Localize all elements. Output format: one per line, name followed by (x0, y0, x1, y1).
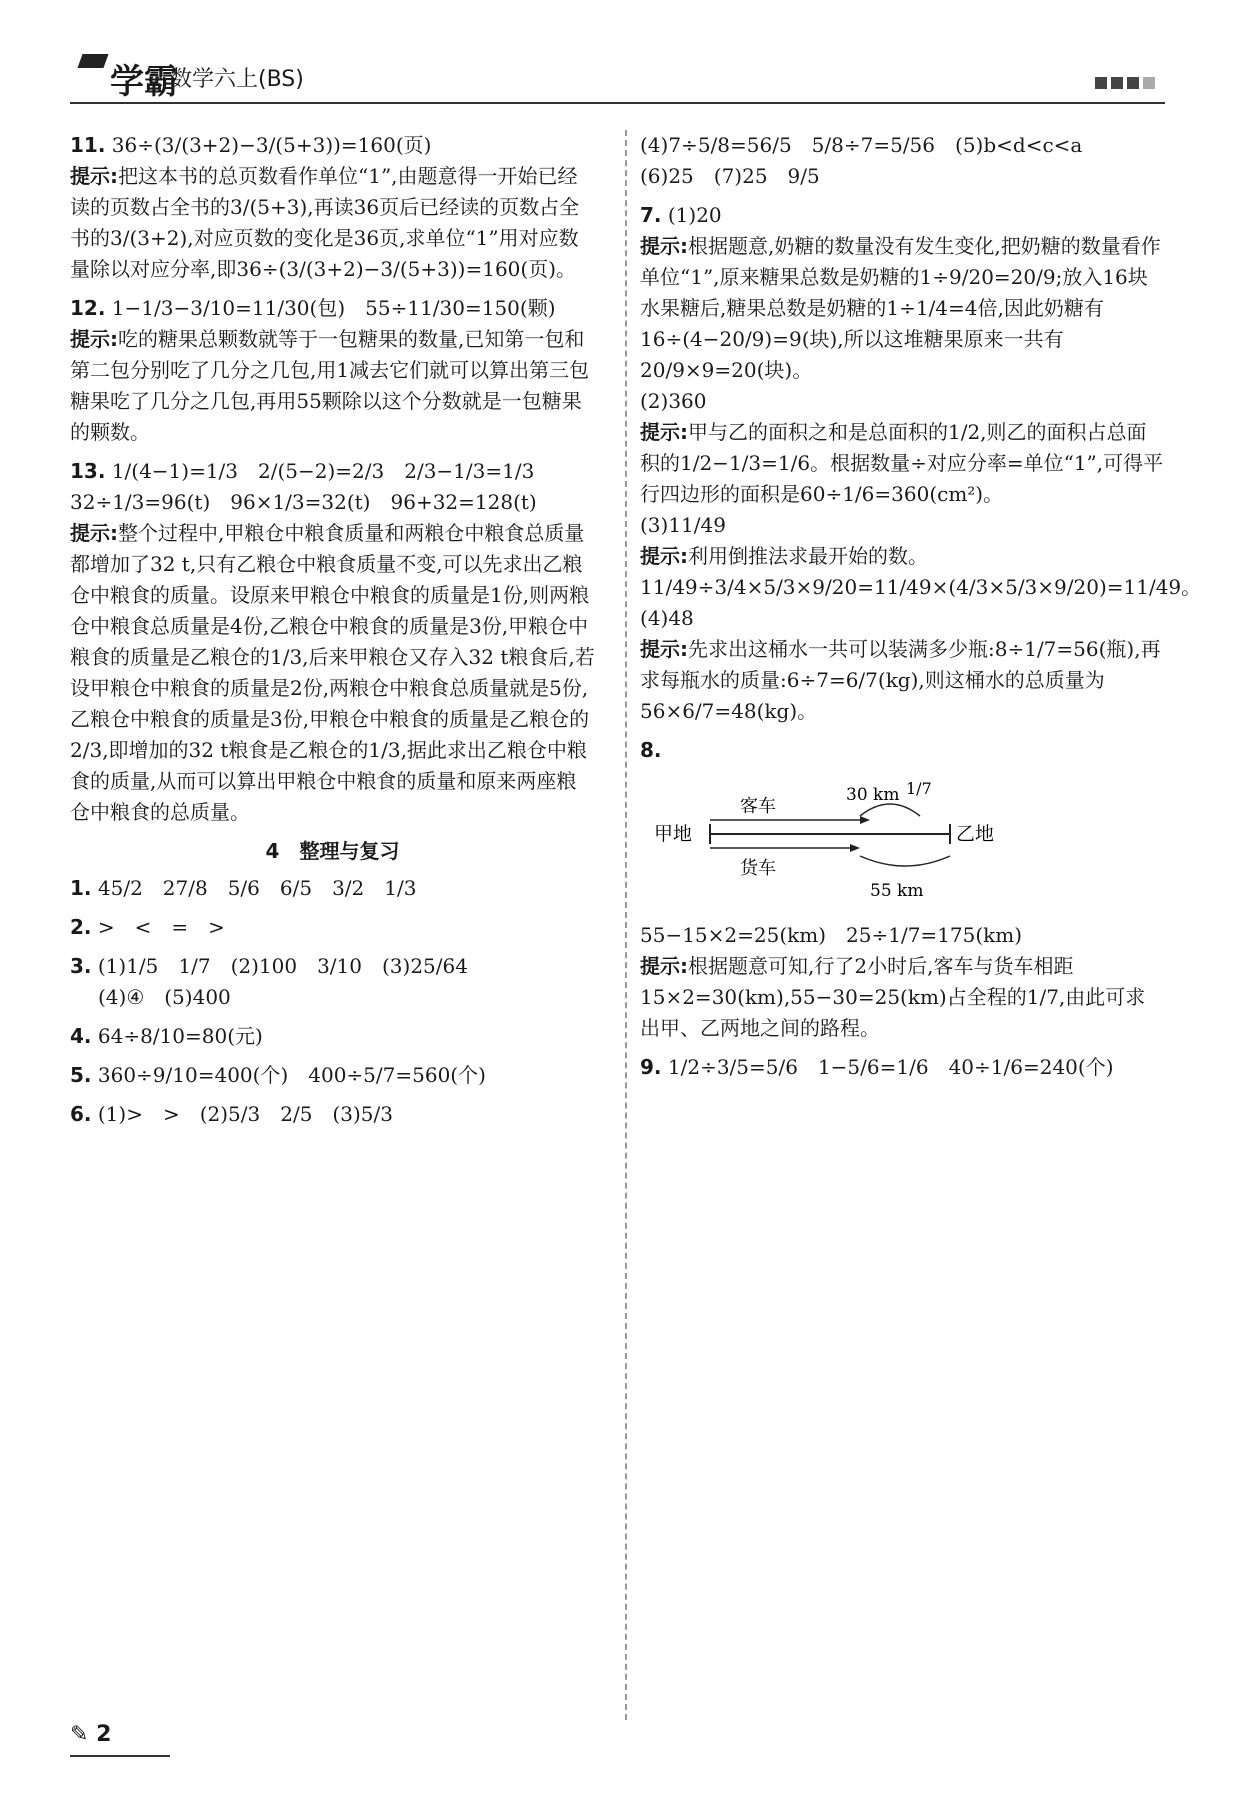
answer: (1)> > (2)5/3 2/5 (3)5/3 (97, 1102, 393, 1126)
question-7: 7. (1)20 提示:根据题意,奶糖的数量没有发生变化,把奶糖的数量看作单位“1”,原来糖果总数是奶糖的1÷9/20=20/9;放入16块水果糖后,糖果总数是奶糖的1÷1/4=4倍,因此奶糖有16÷(4−20/9)=9(块),所以这堆糖果原来一共有20/9×9=20(块)。 (2)360 提示:甲与乙的面积之和是总面积的1/2,则乙的面积占总面积的1/2−1/3=1/6。根据数量÷对应分率=单位“1”,可得平行四边形的面积是60÷1/6=360(cm²)。 (3)11/49 提示:利用倒推法求最开始的数。11/49÷3/4×5/3×9/20=11/49×(4/3×5/3×9/20)=11/49。 (4)48 提示:先求出这桶水一共可以装满多少瓶:8÷1/7=56(瓶),再求每瓶水的质量:6÷7=6/7(kg),则这桶水的总质量为56×6/7=48(kg)。 (640, 203, 1202, 723)
end-label: 乙地 (956, 823, 995, 845)
hint-label: 提示: (640, 544, 688, 568)
top-distance: 30 km (846, 785, 900, 805)
answer: 360÷9/10=400(个) 400÷5/7=560(个) (97, 1063, 486, 1087)
review-question-3: 3. (1)1/5 1/7 (2)100 3/10 (3)25/64 (4)④ (5)400 (70, 951, 595, 1013)
answer: 36÷(3/(3+2)−3/(5+3))=160(页) (111, 133, 432, 157)
line-segment-diagram (650, 772, 1130, 912)
page-header (70, 50, 1165, 104)
answer: 45/2 27/8 5/6 6/5 3/2 1/3 (97, 876, 417, 900)
hint-label: 提示: (640, 954, 688, 978)
bottom-brace (860, 856, 950, 866)
left-column (70, 130, 595, 1138)
hint-label: 提示: (70, 164, 118, 188)
top-fraction: 1/7 (906, 779, 932, 798)
square-icon (1095, 77, 1107, 89)
review-question-2: 2. > < = > (70, 915, 225, 939)
answer: (3)11/49 (640, 513, 726, 537)
question-8: 8. 甲地 乙地 客车 货车 30 km 1/7 55 km 55−15×2=25(km) 25÷1/7=175(km) 提示:根据题意可知,行了2小时后,客车与货车相距15×2=30(km),55−30=25(km)占全程的1/7,由此可求出甲、乙两地之间的路程。 (640, 735, 1165, 1044)
page-number: ✎ 2 (70, 1722, 112, 1747)
square-icon (1111, 77, 1123, 89)
hint-label: 提示: (640, 420, 688, 444)
review-question-6: 6. (1)> > (2)5/3 2/5 (3)5/3 (70, 1102, 393, 1126)
right-column (640, 130, 1202, 1091)
hint-text: 把这本书的总页数看作单位“1”,由题意得一开始已经读的页数占全书的3/(5+3),再读36页后已经读的页数占全书的3/(3+2),对应页数的变化是36页,求单位“1”用对应数量除以对应分率,即36÷(3/(3+2)−3/(5+3))=160(页)。 (70, 164, 580, 281)
answer: 1/(4−1)=1/3 2/(5−2)=2/3 2/3−1/3=1/3 (111, 459, 535, 483)
hint-text: 整个过程中,甲粮仓中粮食质量和两粮仓中粮食总质量都增加了32 t,只有乙粮仓中粮食质量不变,可以先求出乙粮仓中粮食的质量。设原来甲粮仓中粮食的质量是1份,则两粮仓中粮食总质量是4份,乙粮仓中粮食的质量是3份,甲粮仓中粮食的质量是乙粮仓的1/3,后来甲粮仓又存入32 t粮食后,若设甲粮仓中粮食的质量是2份,两粮仓中粮食总质量就是5份,乙粮仓中粮食的质量是3份,甲粮仓中粮食的质量是乙粮仓的2/3,即增加的32 t粮食是乙粮仓的1/3,据此求出乙粮仓中粮食的质量,从而可以算出甲粮仓中粮食的质量和原来两座粮仓中粮食的总质量。 (70, 521, 595, 824)
top-brace (860, 804, 920, 816)
answer: > < = > (97, 915, 225, 939)
footer-line (70, 1755, 170, 1757)
bottom-distance: 55 km (870, 881, 924, 901)
book-title: 数学六上(BS) (170, 67, 304, 92)
section-title: 4 整理与复习 (265, 839, 400, 863)
answer: (1)20 (667, 203, 722, 227)
answer: (1)1/5 1/7 (2)100 3/10 (3)25/64 (97, 954, 468, 978)
hint-text: 先求出这桶水一共可以装满多少瓶:8÷1/7=56(瓶),再求每瓶水的质量:6÷7=6/7(kg),则这桶水的总质量为56×6/7=48(kg)。 (640, 637, 1161, 723)
square-icon (1127, 77, 1139, 89)
answer: (6)25 (7)25 9/5 (640, 164, 820, 188)
question-9: 9. 1/2÷3/5=5/6 1−5/6=1/6 40÷1/6=240(个) (640, 1055, 1114, 1079)
answer: 55−15×2=25(km) 25÷1/7=175(km) (640, 923, 1023, 947)
hint-text: 根据题意可知,行了2小时后,客车与货车相距15×2=30(km),55−30=25(km)占全程的1/7,由此可求出甲、乙两地之间的路程。 (640, 954, 1146, 1040)
review-question-1: 1. 45/2 27/8 5/6 6/5 3/2 1/3 (70, 876, 417, 900)
answer: (4)48 (640, 606, 694, 630)
answer: 1/2÷3/5=5/6 1−5/6=1/6 40÷1/6=240(个) (667, 1055, 1114, 1079)
arrow-head-icon (860, 816, 870, 824)
hint-label: 提示: (640, 234, 688, 258)
bus-label: 客车 (740, 796, 776, 817)
hint-label: 提示: (70, 327, 118, 351)
hint-label: 提示: (70, 521, 118, 545)
hint-text: 吃的糖果总颗数就等于一包糖果的数量,已知第一包和第二包分别吃了几分之几包,用1减去它们就可以算出第三包糖果吃了几分之几包,再用55颗除以这个分数就是一包糖果的颗数。 (70, 327, 590, 444)
answer: 64÷8/10=80(元) (97, 1024, 263, 1048)
column-divider (625, 130, 627, 1720)
header-squares (1091, 74, 1155, 93)
question-12: 12. 1−1/3−3/10=11/30(包) 55÷11/30=150(颗) 提示:吃的糖果总颗数就等于一包糖果的数量,已知第一包和第二包分别吃了几分之几包,用1减去它们就可以算出第三包糖果吃了几分之几包,再用55颗除以这个分数就是一包糖果的颗数。 (70, 296, 590, 444)
hint-text: 根据题意,奶糖的数量没有发生变化,把奶糖的数量看作单位“1”,原来糖果总数是奶糖的1÷9/20=20/9;放入16块水果糖后,糖果总数是奶糖的1÷1/4=4倍,因此奶糖有16÷(4−20/9)=9(块),所以这堆糖果原来一共有20/9×9=20(块)。 (640, 234, 1161, 382)
answer: 32÷1/3=96(t) 96×1/3=32(t) 96+32=128(t) (70, 490, 537, 514)
question-13: 13. 1/(4−1)=1/3 2/(5−2)=2/3 2/3−1/3=1/3 32÷1/3=96(t) 96×1/3=32(t) 96+32=128(t) 提示:整个过程中,甲粮仓中粮食质量和两粮仓中粮食总质量都增加了32 t,只有乙粮仓中粮食质量不变,可以先求出乙粮仓中粮食的质量。设原来甲粮仓中粮食的质量是1份,则两粮仓中粮食总质量是4份,乙粮仓中粮食的质量是3份,甲粮仓中粮食的质量是乙粮仓的1/3,后来甲粮仓又存入32 t粮食后,若设甲粮仓中粮食的质量是2份,两粮仓中粮食总质量就是5份,乙粮仓中粮食的质量是3份,甲粮仓中粮食的质量是乙粮仓的2/3,即增加的32 t粮食是乙粮仓的1/3,据此求出乙粮仓中粮食的质量,从而可以算出甲粮仓中粮食的质量和原来两座粮仓中粮食的总质量。 (70, 459, 595, 824)
graduation-cap-icon (77, 54, 108, 68)
answer: 1−1/3−3/10=11/30(包) 55÷11/30=150(颗) (111, 296, 556, 320)
answer: (4)④ (5)400 (98, 985, 231, 1009)
review-question-5: 5. 360÷9/10=400(个) 400÷5/7=560(个) (70, 1063, 486, 1087)
question-6-continued (640, 130, 1165, 192)
review-question-4: 4. 64÷8/10=80(元) (70, 1024, 263, 1048)
answer: (4)7÷5/8=56/5 5/8÷7=5/56 (5)b<d<c<a (640, 133, 1083, 157)
hint-text: 甲与乙的面积之和是总面积的1/2,则乙的面积占总面积的1/2−1/3=1/6。根据数量÷对应分率=单位“1”,可得平行四边形的面积是60÷1/6=360(cm²)。 (640, 420, 1164, 506)
square-icon (1143, 77, 1155, 89)
logo-text: 学霸 (110, 62, 178, 102)
hint-text: 利用倒推法求最开始的数。11/49÷3/4×5/3×9/20=11/49×(4/3×5/3×9/20)=11/49。 (640, 544, 1202, 599)
truck-label: 货车 (740, 858, 776, 879)
logo (80, 54, 178, 103)
hint-label: 提示: (640, 637, 688, 661)
question-11: 11. 36÷(3/(3+2)−3/(5+3))=160(页) 提示:把这本书的总页数看作单位“1”,由题意得一开始已经读的页数占全书的3/(5+3),再读36页后已经读的页数占全书的3/(3+2),对应页数的变化是36页,求单位“1”用对应数量除以对应分率,即36÷(3/(3+2)−3/(5+3))=160(页)。 (70, 133, 580, 281)
arrow-head-icon (850, 844, 860, 852)
pencil-icon: ✎ (70, 1722, 89, 1747)
distance-diagram (650, 772, 1130, 912)
start-label: 甲地 (654, 823, 693, 845)
answer: (2)360 (640, 389, 707, 413)
